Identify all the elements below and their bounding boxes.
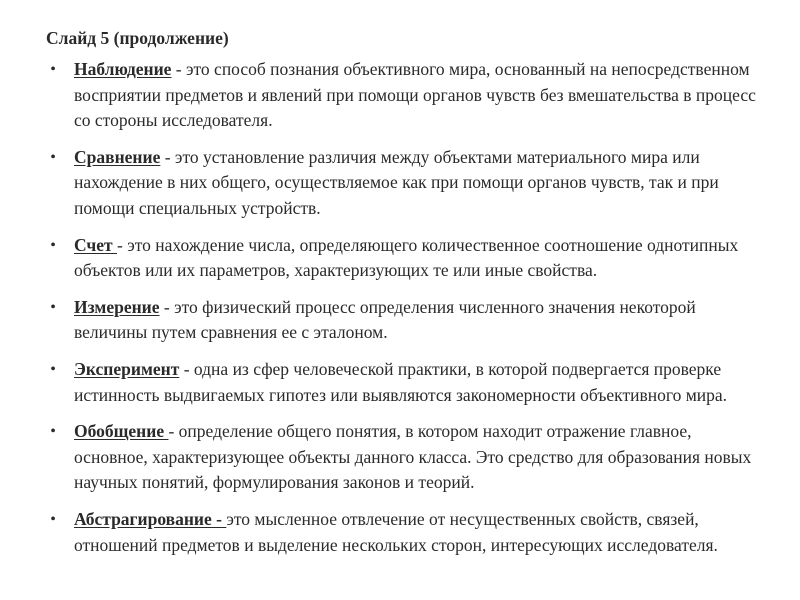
definition-generalization: - определение общего понятия, в котором находит отражение главное, основное, характеризующее объекты данного класса. Это средство для образования новых научных понятий, формулирования законов и теорий.: [74, 421, 752, 493]
bullet-icon: •: [50, 148, 56, 166]
term-observation: Наблюдение: [74, 59, 172, 79]
definition-comparison: - это установление различия между объектами материального мира или нахождение в них общего, осуществляемое как при помощи органов чувств, так и при помощи специальных устройств.: [74, 146, 719, 218]
list-item-observation: [46, 57, 760, 134]
term-generalization: Обобщение: [74, 421, 169, 442]
bullet-icon: •: [50, 423, 56, 441]
definition-counting: - это нахождение числа, определяющего количественное соотношение однотипных объектов или их параметров, характеризующих те или иные свойства.: [74, 234, 739, 281]
definition-abstraction: это мысленное отвлечение от несущественных свойств, связей, отношений предметов и выделение нескольких сторон, интересующих исследователя.: [74, 508, 718, 555]
bullet-icon: •: [50, 360, 56, 378]
list-item-experiment: [46, 357, 760, 408]
list-item-counting: [46, 233, 760, 284]
list-item-comparison: [46, 145, 760, 222]
term-comparison: Сравнение: [74, 146, 161, 167]
list-item-abstraction: [46, 507, 760, 558]
bullet-icon: •: [50, 510, 56, 528]
definition-measurement: - это физический процесс определения численного значения некоторой величины путем сравнения ее с эталоном.: [74, 296, 696, 343]
bullet-icon: •: [50, 298, 56, 316]
definition-experiment: - одна из сфер человеческой практики, в которой подвергается проверке истинность выдвигаемых гипотез или выявляются закономерности объективного мира.: [74, 358, 728, 405]
bullet-icon: •: [50, 61, 56, 78]
definition-observation: - это способ познания объективного мира, основанный на непосредственном восприятии предметов и явлений при помощи органов чувств без вмешательства в процесс со стороны исследователя.: [74, 59, 756, 131]
term-counting: Счет: [74, 234, 118, 255]
bullet-icon: •: [50, 236, 56, 254]
definition-list: [46, 57, 760, 558]
list-item-measurement: [46, 295, 760, 346]
list-item-generalization: [46, 419, 760, 496]
slide-title: Слайд 5 (продолжение): [46, 28, 229, 48]
term-abstraction: Абстрагирование -: [74, 508, 227, 529]
term-measurement: Измерение: [74, 296, 160, 317]
term-experiment: Эксперимент: [74, 358, 180, 379]
